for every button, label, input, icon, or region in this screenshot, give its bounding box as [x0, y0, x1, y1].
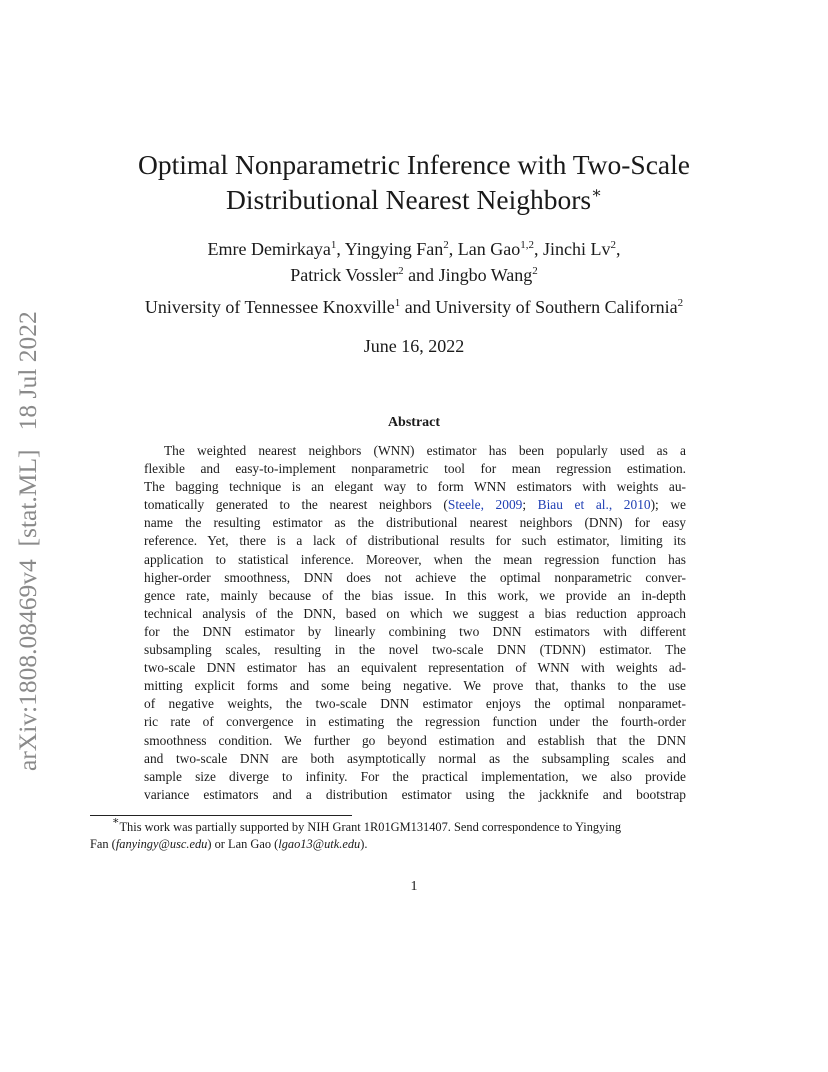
abstract-line: two-scale DNN estimator has an equivalent representation of WNN with weights ad- — [144, 660, 686, 676]
abstract-line: mitting explicit forms and some being negative. We prove that, thanks to the use — [144, 678, 686, 694]
author-affil-mark: 2 — [398, 265, 404, 277]
footnote-mark: ∗ — [112, 815, 120, 827]
abstract-line: flexible and easy-to-implement nonparametric tool for mean regression estimation. — [144, 461, 686, 477]
footnote-line-1: ∗This work was partially supported by NIH Grant 1R01GM131407. Send correspondence to Yingying — [112, 815, 622, 834]
author-list: Emre Demirkaya$^1$, Yingying Fan$^2$, Lan Gao$^{1,2}$, Jinchi Lv$^2$, Patrick Vossler$^2$ and Jingbo Wang$^2$ — [207, 239, 621, 285]
abstract-heading: Abstract — [387, 415, 441, 430]
affiliation-mark: 2 — [677, 297, 684, 309]
email-gao[interactable]: lgao13@utk.edu — [278, 837, 361, 851]
abstract-line: ric rate of convergence in estimating the regression function under the fourth-order — [144, 714, 686, 730]
title-line-2: Distributional Nearest Neighbors — [226, 184, 592, 215]
abstract-line: reference. Yet, there is a lack of distributional results for such estimator, limiting its — [144, 533, 686, 549]
abstract-line-with-citations: tomatically generated to the nearest neighbors (Steele, 2009; Biau et al., 2010); we — [144, 497, 686, 513]
abstract-line: and two-scale DNN are both asymptotically normal as the subsampling scales and — [144, 750, 686, 766]
author-affil-mark: 2 — [443, 239, 449, 251]
author-affil-mark: 1,2 — [520, 239, 535, 251]
abstract-line: name the resulting estimator as the distributional nearest neighbors (DNN) for easy — [144, 515, 686, 531]
abstract-line: smoothness condition. We further go beyond estimation and establish that the DNN — [144, 732, 686, 748]
title-line-1: Optimal Nonparametric Inference with Two-Scale — [138, 149, 690, 180]
abstract-line: variance estimators and a distribution estimator using the jackknife and bootstrap — [144, 786, 686, 802]
author-name: Emre Demirkaya — [207, 239, 331, 259]
page-number: 1 — [410, 879, 418, 894]
author-affil-mark: 2 — [532, 265, 538, 277]
arxiv-date: 18 Jul 2022 — [13, 311, 42, 431]
abstract-line: gence rate, mainly because of the bias issue. In this work, we provide an in-depth — [144, 587, 686, 603]
author-name: Lan Gao — [457, 239, 521, 259]
author-name: Yingying Fan — [344, 239, 444, 259]
abstract-line: technical analysis of the DNN, based on which we suggest a bias reduction approach — [144, 605, 686, 621]
abstract-line: of negative weights, the two-scale DNN estimator enjoys the optimal nonparamet- — [144, 696, 686, 712]
citation-link-biau[interactable]: Biau et al., 2010 — [537, 497, 651, 513]
footnote-divider — [90, 815, 352, 816]
title-footnote-mark: ∗ — [591, 185, 602, 202]
author-affil-mark: 1 — [330, 239, 337, 251]
abstract-line: The weighted nearest neighbors (WNN) estimator has been popularly used as a — [164, 443, 686, 458]
paper-date: June 16, 2022 — [363, 336, 465, 356]
paper-title — [90, 147, 738, 217]
abstract-line: The bagging technique is an elegant way to form WNN estimators with weights au- — [144, 479, 686, 495]
affiliation-2: University of Southern California — [435, 297, 678, 317]
author-name: Jingbo Wang — [438, 265, 533, 285]
abstract-line: higher-order smoothness, DNN does not achieve the optimal nonparametric conver- — [144, 569, 686, 585]
affiliation-mark: 1 — [394, 297, 401, 309]
abstract-line: application to statistical inference. Moreover, when the mean regression function has — [144, 551, 686, 567]
arxiv-stamp — [13, 291, 43, 771]
author-name: Patrick Vossler — [290, 265, 399, 285]
affiliations: University of Tennessee Knoxville$^1$ and University of Southern California$^2$ — [144, 297, 684, 317]
abstract-line: subsampling scales, resulting in the novel two-scale DNN (TDNN) estimator. The — [144, 642, 686, 658]
footnote — [90, 815, 738, 853]
citation-link-steele[interactable]: Steele, 2009 — [447, 497, 523, 513]
arxiv-identifier: arXiv:1808.08469v4 — [13, 559, 42, 771]
abstract-line: sample size diverge to infinity. For the practical implementation, we also provide — [144, 768, 686, 784]
abstract-body — [144, 442, 686, 804]
footnote-line-2: Fan (fanyingy@usc.edu) or Lan Gao (lgao13@utk.edu). — [90, 837, 368, 851]
author-name: Jinchi Lv — [543, 239, 611, 259]
affiliation-1: University of Tennessee Knoxville — [144, 297, 395, 317]
email-fan[interactable]: fanyingy@usc.edu — [115, 837, 208, 851]
abstract-line: for the DNN estimator by linearly combining two DNN estimators with different — [144, 623, 686, 639]
arxiv-category: [stat.ML] — [13, 449, 42, 547]
author-affil-mark: 2 — [610, 239, 617, 251]
